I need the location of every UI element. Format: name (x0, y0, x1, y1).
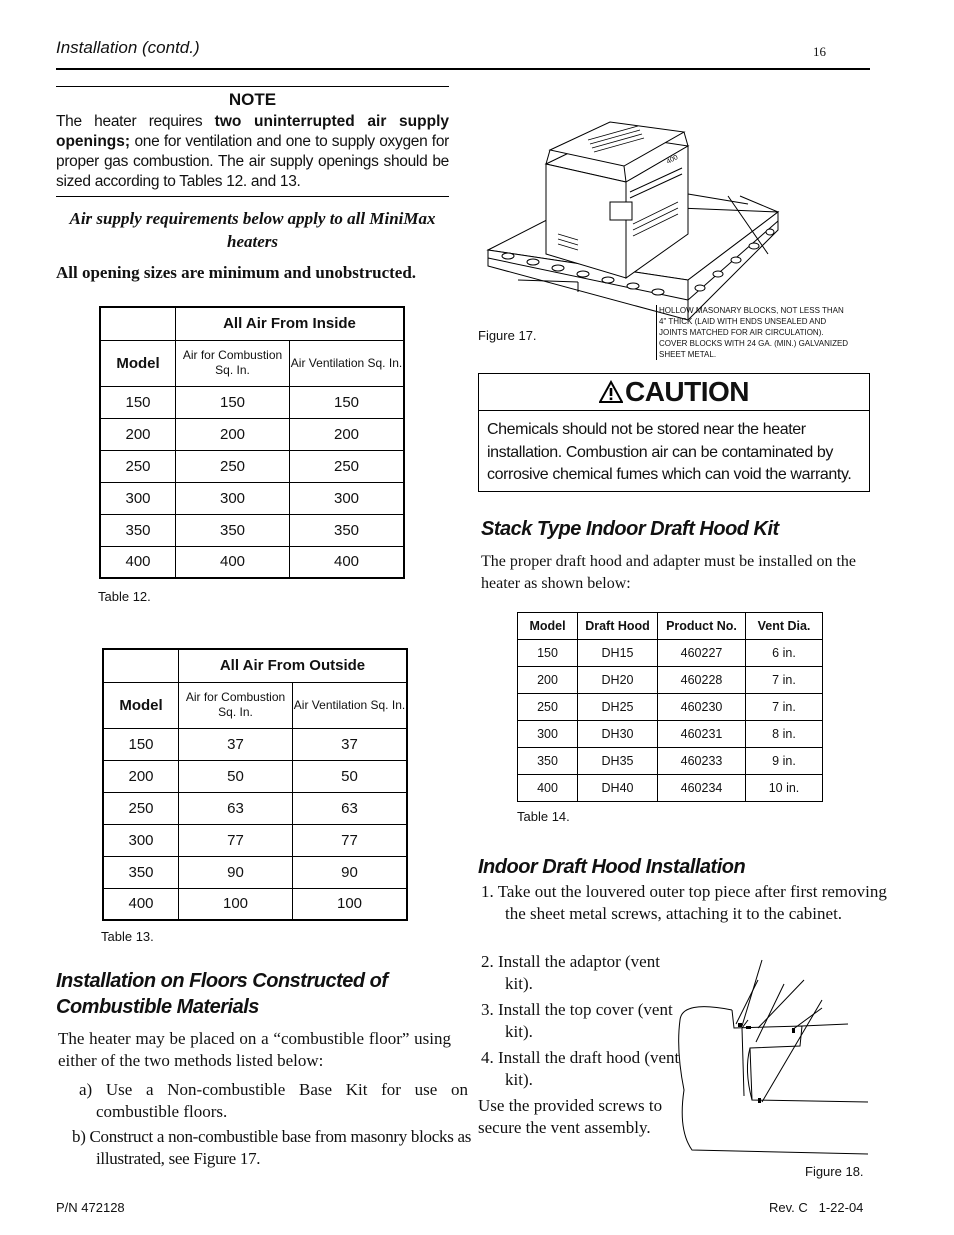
table-cell: 400 (290, 546, 405, 578)
note-text-1: The heater requires (56, 113, 215, 130)
table-cell: DH25 (578, 694, 658, 721)
table-cell: 400 (100, 546, 176, 578)
table-cell: 9 in. (746, 748, 823, 775)
table-row (100, 546, 404, 578)
table-cell: 350 (290, 514, 405, 546)
table-cell: 7 in. (746, 667, 823, 694)
table-cell: 400 (103, 888, 179, 920)
table-cell: 250 (518, 694, 578, 721)
table-row (103, 888, 407, 920)
table-cell: 37 (293, 728, 408, 760)
table-cell: DH40 (578, 775, 658, 802)
table-14 (517, 612, 823, 802)
table-13-col-combustion: Air for Combustion Sq. In. (179, 682, 293, 728)
note-text-2: one for ventilation and one to supply oxygen for proper gas combustion. The air supply openings should be sized according to Tables 12. and 13. (56, 133, 449, 190)
table-cell: 200 (103, 760, 179, 792)
header-rule (56, 68, 870, 70)
table-cell: 200 (290, 418, 405, 450)
table-row (518, 721, 823, 748)
table-row (518, 775, 823, 802)
table-13-col-ventilation: Air Ventilation Sq. In. (293, 682, 408, 728)
table-cell: 250 (176, 450, 290, 482)
table-cell: DH30 (578, 721, 658, 748)
table-14-header: Vent Dia. (746, 613, 823, 640)
table-cell: 100 (293, 888, 408, 920)
table-cell: 460228 (658, 667, 746, 694)
page-number: 16 (813, 44, 826, 59)
table-cell: 77 (179, 824, 293, 856)
table-13-col-model: Model (103, 682, 179, 728)
stack-section-heading: Stack Type Indoor Draft Hood Kit (481, 518, 779, 540)
air-supply-subtitle: Air supply requirements below apply to all MiniMax heaters (69, 209, 436, 251)
table-cell: 6 in. (746, 640, 823, 667)
table-cell: 460234 (658, 775, 746, 802)
table-row (100, 450, 404, 482)
table-cell: 300 (100, 482, 176, 514)
indoor-section-heading: Indoor Draft Hood Installation (478, 856, 746, 878)
caution-title: CAUTION (624, 376, 750, 407)
table-14-header: Draft Hood (578, 613, 658, 640)
combustible-section-heading: Installation on Floors Constructed of Combustible Materials (56, 970, 388, 1018)
table-row (100, 482, 404, 514)
table-row (100, 514, 404, 546)
note-text-bold: two uninterrupted air supply openings; (56, 113, 449, 150)
table-cell: 37 (179, 728, 293, 760)
note-box (56, 86, 449, 197)
table-12-col-model: Model (100, 340, 176, 386)
table-cell: 460230 (658, 694, 746, 721)
table-cell: 150 (518, 640, 578, 667)
table-14-caption: Table 14. (517, 809, 570, 824)
table-12-blank-cell (100, 307, 176, 340)
combustible-item-b: b) Construct a non-combustible base from masonry blocks as illustrated, see Figure 17. (72, 1127, 472, 1168)
table-row (103, 728, 407, 760)
table-cell: 150 (176, 386, 290, 418)
table-cell: 460231 (658, 721, 746, 748)
table-cell: 250 (100, 450, 176, 482)
figure-17-callout: HOLLOW MASONARY BLOCKS, NOT LESS THAN 4" THICK (LAID WITH ENDS UNSEALED AND JOINTS MATCHED FOR AIR CIRCULATION). COVER BLOCKS WITH 24 GA. (MIN.) GALVANIZED SHEET METAL. (656, 305, 849, 360)
page-header-title: Installation (contd.) (56, 38, 200, 57)
table-cell: 300 (103, 824, 179, 856)
indoor-closing: Use the provided screws to secure the vent assembly. (478, 1096, 663, 1137)
table-cell: 350 (103, 856, 179, 888)
table-cell: 200 (100, 418, 176, 450)
table-12 (99, 306, 405, 579)
table-cell: 90 (179, 856, 293, 888)
footer-part-number: P/N 472128 (56, 1200, 125, 1215)
table-cell: DH35 (578, 748, 658, 775)
caution-header (479, 374, 869, 411)
table-cell: 63 (293, 792, 408, 824)
stack-intro: The proper draft hood and adapter must be installed on the heater as shown below: (481, 553, 856, 592)
caution-box (478, 373, 870, 492)
table-row (518, 694, 823, 721)
indoor-step-2: 2. Install the adaptor (vent kit). (481, 952, 660, 993)
figure-17-caption: Figure 17. (478, 328, 537, 343)
table-cell: 50 (293, 760, 408, 792)
table-cell: 7 in. (746, 694, 823, 721)
table-cell: 10 in. (746, 775, 823, 802)
table-cell: 50 (179, 760, 293, 792)
indoor-step-4: 4. Install the draft hood (vent kit). (481, 1048, 680, 1089)
table-cell: DH15 (578, 640, 658, 667)
warning-triangle-icon (599, 380, 623, 404)
table-12-col-combustion: Air for Combustion Sq. In. (176, 340, 290, 386)
table-cell: DH20 (578, 667, 658, 694)
figure-18-caption: Figure 18. (805, 1164, 864, 1179)
table-cell: 150 (103, 728, 179, 760)
table-cell: 400 (518, 775, 578, 802)
note-title: NOTE (228, 90, 277, 109)
table-cell: 200 (518, 667, 578, 694)
indoor-step-3: 3. Install the top cover (vent kit). (481, 1000, 673, 1041)
table-row (103, 856, 407, 888)
table-12-group-header: All Air From Inside (176, 307, 405, 340)
table-cell: 100 (179, 888, 293, 920)
table-cell: 90 (293, 856, 408, 888)
minimum-note: All opening sizes are minimum and unobstructed. (56, 263, 417, 282)
table-14-header: Product No. (658, 613, 746, 640)
table-13 (102, 648, 408, 921)
table-cell: 150 (290, 386, 405, 418)
table-cell: 200 (176, 418, 290, 450)
table-cell: 250 (103, 792, 179, 824)
table-13-group-header: All Air From Outside (179, 649, 408, 682)
table-cell: 250 (290, 450, 405, 482)
note-text (56, 112, 449, 192)
caution-text: Chemicals should not be stored near the heater installation. Combustion air can be contaminated by corrosive chemical fumes which can void the warranty. (487, 421, 852, 483)
table-cell: 300 (518, 721, 578, 748)
table-cell: 400 (176, 546, 290, 578)
indoor-step-1: 1. Take out the louvered outer top piece after first removing the sheet metal screws, attaching it to the cabinet. (481, 882, 887, 923)
table-cell: 350 (518, 748, 578, 775)
table-12-caption: Table 12. (98, 589, 151, 604)
table-cell: 350 (176, 514, 290, 546)
table-cell: 300 (176, 482, 290, 514)
table-cell: 63 (179, 792, 293, 824)
table-cell: 8 in. (746, 721, 823, 748)
table-row (103, 760, 407, 792)
figure-17-heater-label: 400 (665, 154, 680, 166)
table-row (100, 418, 404, 450)
table-12-col-ventilation: Air Ventilation Sq. In. (290, 340, 405, 386)
table-cell: 77 (293, 824, 408, 856)
figure-18-illustration (672, 950, 870, 1162)
table-13-blank-cell (103, 649, 179, 682)
table-row (518, 667, 823, 694)
table-row (103, 824, 407, 856)
table-row (103, 792, 407, 824)
combustible-item-a: a) Use a Non-combustible Base Kit for use on combustible floors. (79, 1080, 468, 1121)
table-row (518, 748, 823, 775)
table-cell: 460233 (658, 748, 746, 775)
table-cell: 150 (100, 386, 176, 418)
table-cell: 350 (100, 514, 176, 546)
table-13-caption: Table 13. (101, 929, 154, 944)
table-row (518, 640, 823, 667)
table-14-header: Model (518, 613, 578, 640)
table-row (100, 386, 404, 418)
combustible-intro: The heater may be placed on a “combustible floor” using either of the two methods listed below: (58, 1029, 451, 1070)
table-cell: 460227 (658, 640, 746, 667)
table-cell: 300 (290, 482, 405, 514)
footer-revision: Rev. C 1-22-04 (769, 1200, 864, 1215)
